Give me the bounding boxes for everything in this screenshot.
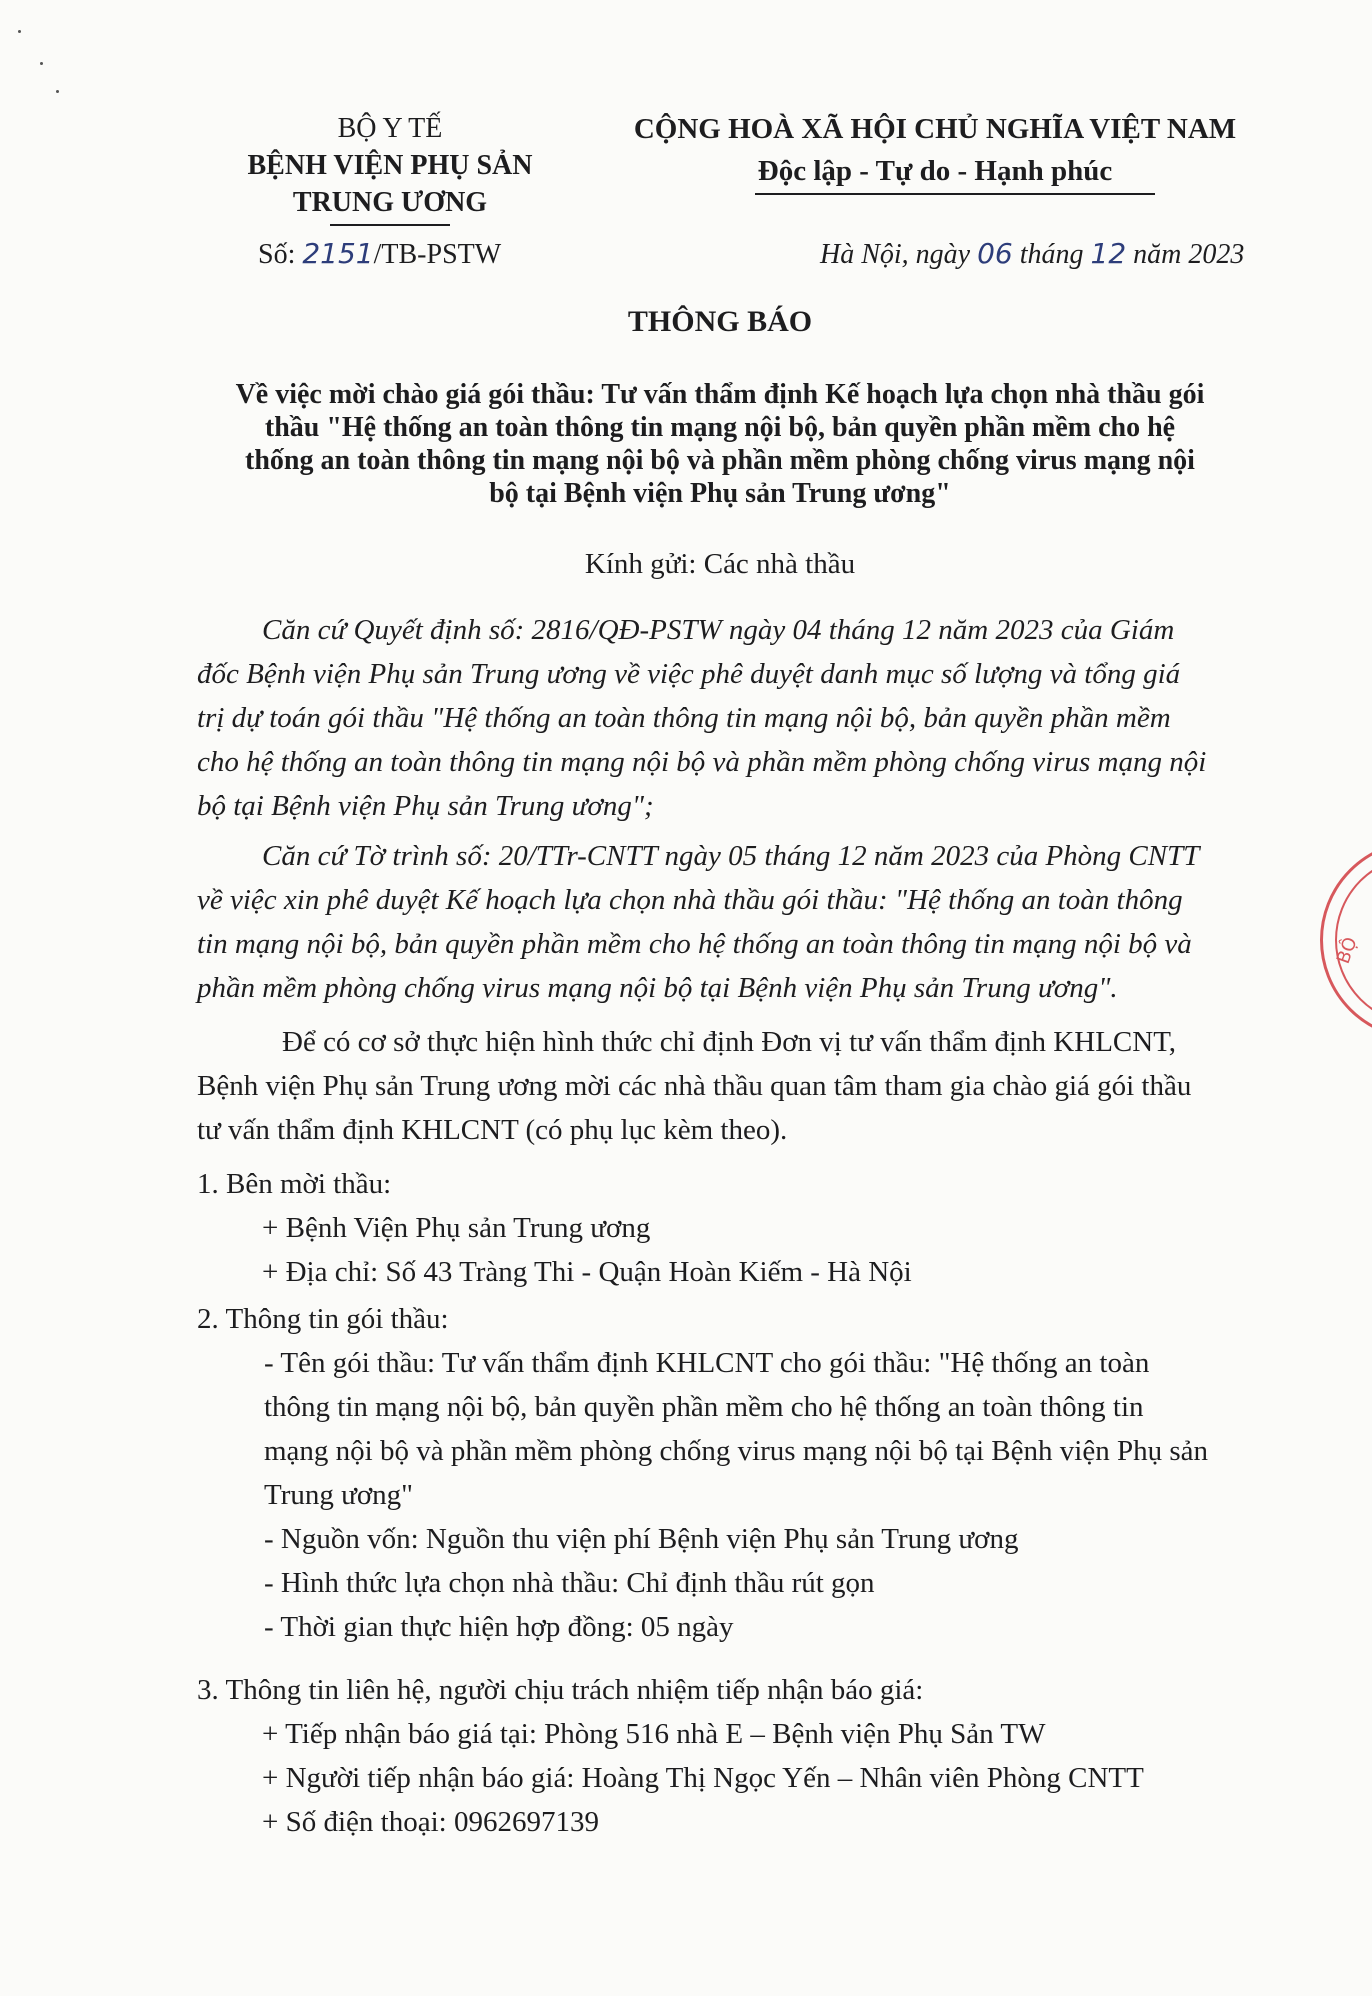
document-number — [258, 237, 501, 271]
basis2-line: tin mạng nội bộ, bản quyền phần mềm cho hệ thống an toàn thông tin mạng nội bộ và — [197, 928, 1192, 960]
basis1-line: Căn cứ Quyết định số: 2816/QĐ-PSTW ngày 04 tháng 12 năm 2023 của Giám — [262, 614, 1175, 646]
basis2-line: về việc xin phê duyệt Kế hoạch lựa chọn nhà thầu gói thầu: "Hệ thống an toàn thông — [197, 884, 1183, 916]
ministry-name: BỘ Y TẾ — [337, 113, 443, 144]
section3-heading: 3. Thông tin liên hệ, người chịu trách nhiệm tiếp nhận báo giá: — [197, 1674, 924, 1706]
basis2-line: Căn cứ Tờ trình số: 20/TTr-CNTT ngày 05 tháng 12 năm 2023 của Phòng CNTT — [262, 840, 1200, 872]
basis1-line: trị dự toán gói thầu "Hệ thống an toàn thông tin mạng nội bộ, bản quyền phần mềm — [197, 702, 1171, 734]
hospital-name-line2: TRUNG ƯƠNG — [292, 187, 488, 218]
section2-heading: 2. Thông tin gói thầu: — [197, 1303, 449, 1335]
salutation: Kính gửi: Các nhà thầu — [584, 548, 856, 580]
basis1-line: bộ tại Bệnh viện Phụ sản Trung ương"; — [197, 790, 654, 822]
package-line: thông tin mạng nội bộ, bản quyền phần mềm cho hệ thống an toàn thông tin — [264, 1391, 1144, 1423]
document-title: THÔNG BÁO — [627, 305, 813, 338]
date-day: 06 — [977, 237, 1013, 270]
date-month: 12 — [1090, 237, 1127, 270]
subject-line: thầu "Hệ thống an toàn thông tin mạng nội bộ, bản quyền phần mềm cho hệ — [264, 412, 1176, 443]
purpose-line: tư vấn thẩm định KHLCNT (có phụ lục kèm theo). — [197, 1114, 788, 1146]
section1-item: + Địa chỉ: Số 43 Tràng Thi - Quận Hoàn Kiếm - Hà Nội — [262, 1256, 912, 1288]
hospital-name-line1: BỆNH VIỆN PHỤ SẢN — [247, 150, 533, 181]
scan-speck — [56, 90, 59, 93]
header-left-underline — [330, 224, 450, 226]
section-3 — [197, 1668, 1144, 1844]
section3-item: + Tiếp nhận báo giá tại: Phòng 516 nhà E – Bệnh viện Phụ Sản TW — [262, 1718, 1046, 1750]
basis1-line: đốc Bệnh viện Phụ sản Trung ương về việc phê duyệt danh mục số lượng và tổng giá — [197, 658, 1181, 690]
package-line: Trung ương" — [264, 1479, 413, 1511]
date-place: Hà Nội, ngày — [820, 239, 971, 270]
section3-item: + Số điện thoại: 0962697139 — [262, 1806, 599, 1838]
section-1 — [197, 1162, 912, 1294]
basis2-line: phần mềm phòng chống virus mạng nội bộ tại Bệnh viện Phụ sản Trung ương". — [197, 972, 1118, 1004]
section3-item: + Người tiếp nhận báo giá: Hoàng Thị Ngọc Yến – Nhân viên Phòng CNTT — [262, 1762, 1144, 1794]
purpose-paragraph — [197, 1020, 1191, 1152]
number-handwritten: 2151 — [302, 237, 374, 270]
date-year: năm 2023 — [1133, 239, 1245, 270]
package-line: - Tên gói thầu: Tư vấn thẩm định KHLCNT cho gói thầu: "Hệ thống an toàn — [264, 1347, 1150, 1379]
subject-line: Về việc mời chào giá gói thầu: Tư vấn thẩm định Kế hoạch lựa chọn nhà thầu gói — [235, 379, 1205, 410]
subject — [0, 378, 1372, 510]
basis1-line: cho hệ thống an toàn thông tin mạng nội bộ và phần mềm phòng chống virus mạng nội — [197, 746, 1207, 778]
section2-item: - Thời gian thực hiện hợp đồng: 05 ngày — [264, 1611, 734, 1643]
number-suffix: /TB-PSTW — [373, 239, 502, 270]
number-label: Số: — [258, 239, 296, 270]
basis-paragraph-1 — [197, 608, 1206, 828]
seal-text: BỘ — [1332, 934, 1362, 967]
motto-underline — [755, 193, 1155, 195]
basis-paragraph-2 — [197, 834, 1199, 1010]
section2-item: - Hình thức lựa chọn nhà thầu: Chỉ định thầu rút gọn — [264, 1567, 875, 1599]
scan-speck — [18, 30, 21, 33]
section1-item: + Bệnh Viện Phụ sản Trung ương — [262, 1212, 651, 1244]
date-month-label: tháng — [1019, 239, 1084, 270]
package-line: mạng nội bộ và phần mềm phòng chống virus mạng nội bộ tại Bệnh viện Phụ sản — [264, 1435, 1208, 1467]
national-motto: Độc lập - Tự do - Hạnh phúc — [757, 155, 1113, 187]
section-2 — [197, 1297, 1208, 1649]
nation-title: CỘNG HOÀ XÃ HỘI CHỦ NGHĨA VIỆT NAM — [633, 113, 1237, 145]
scan-speck — [40, 62, 43, 65]
section2-item: - Nguồn vốn: Nguồn thu viện phí Bệnh viện Phụ sản Trung ương — [264, 1523, 1019, 1555]
purpose-line: Để có cơ sở thực hiện hình thức chỉ định Đơn vị tư vấn thẩm định KHLCNT, — [282, 1026, 1177, 1058]
subject-line: thống an toàn thông tin mạng nội bộ và phần mềm phòng chống virus mạng nội — [245, 445, 1195, 476]
purpose-line: Bệnh viện Phụ sản Trung ương mời các nhà thầu quan tâm tham gia chào giá gói thầu — [197, 1070, 1192, 1102]
section1-heading: 1. Bên mời thầu: — [197, 1168, 392, 1200]
subject-line: bộ tại Bệnh viện Phụ sản Trung ương" — [489, 478, 951, 509]
document-date — [820, 237, 1244, 271]
